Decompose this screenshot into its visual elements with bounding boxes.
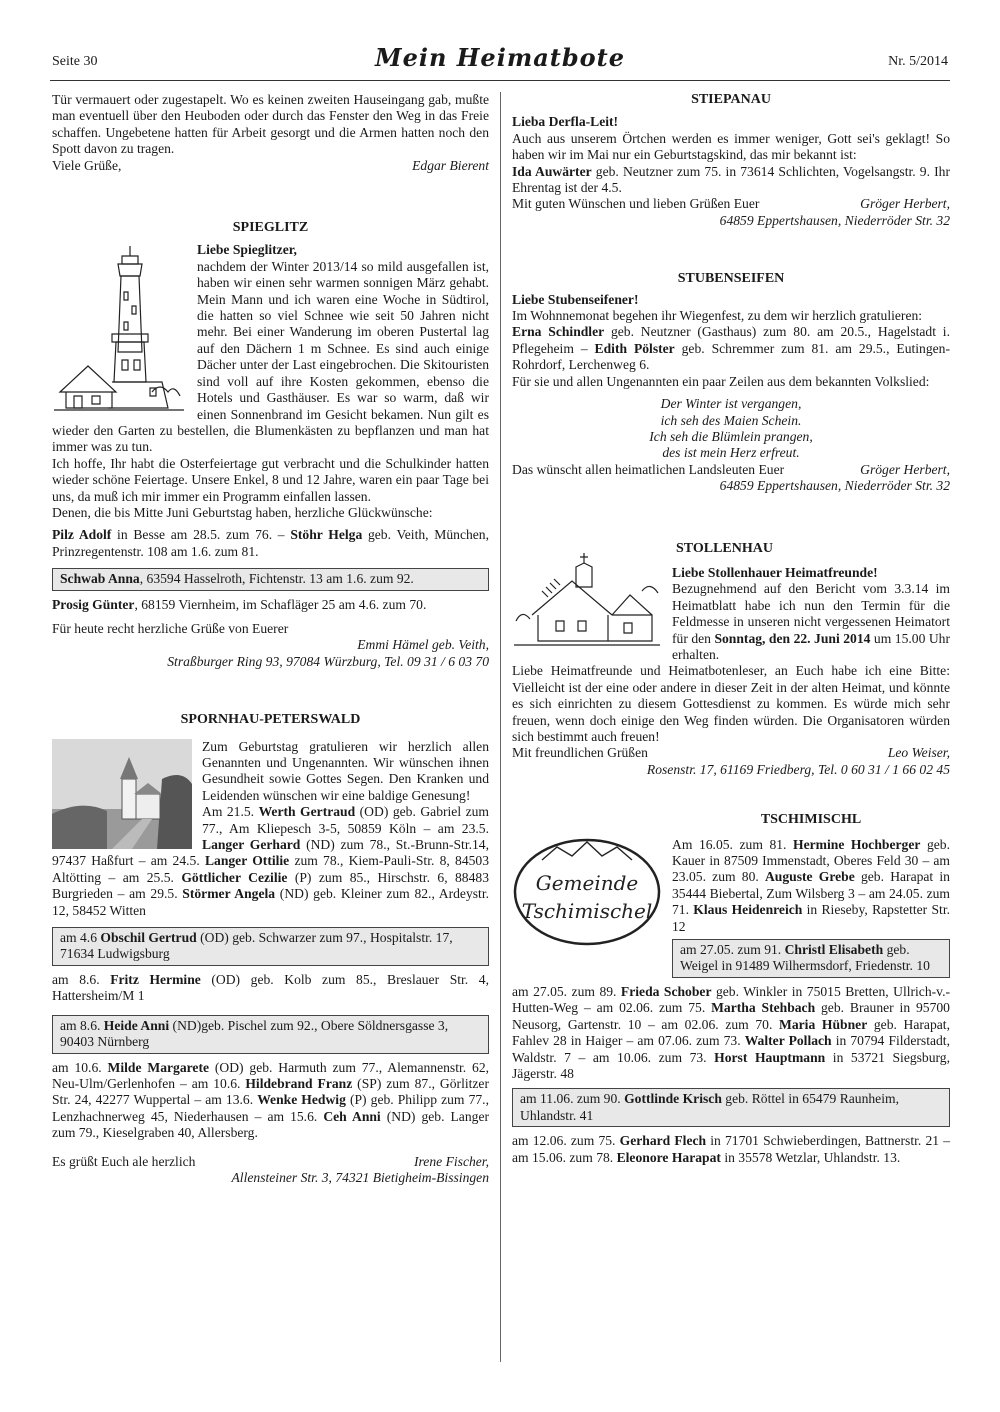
- person-name: Eleonore Harapat: [616, 1149, 721, 1165]
- poem-line-2: ich seh des Maien Schein.: [660, 412, 802, 428]
- entry-text: in 35578 Wetzlar, Uhlandstr. 13.: [720, 1149, 901, 1165]
- issue-number: Nr. 5/2014: [888, 54, 948, 69]
- person-name: Wenke Hedwig: [257, 1092, 346, 1108]
- section-title-tschimischl: TSCHIMISCHL: [760, 812, 862, 828]
- highlight-box: [672, 939, 950, 978]
- entry-text: Bezugnehmend auf den Bericht vom 3.3.14 im Heimatblatt habe ich nun den Termin für die Feldmesse in unseren nicht vergessenen Heimatort für den: [672, 581, 950, 646]
- tschimischl-stamp: [512, 812, 672, 978]
- entry-text: um 15.00 Uhr erhalten.: [672, 630, 950, 662]
- entry-text: geb. Röttel in 65479 Raunheim, Uhlandstr. 41: [520, 1091, 899, 1123]
- person-name: Obschil Gertrud: [100, 930, 197, 946]
- spornhau-entry-fritz: [52, 972, 489, 1005]
- entry-text: (P) zum 85., Hirschstr. 6, 88483 Burgrieden – am 29.5.: [52, 869, 489, 902]
- entry-text: in Rieseby, Rapstetter Str. 12: [672, 902, 951, 934]
- intro-text: Tür vermauert oder zugestapelt. Wo es keinen zweiten Hauseingang gab, mußte man eventuell über den Heuboden oder durch das Fenster den Weg in das Freie schaffen. Ungebetene hatten für Arbeit gesorgt und die Armen hatten noch den Spott davon zu tragen.: [52, 92, 489, 157]
- stubenseifen-body: Im Wohnnemonat begehen ihr Wiegenfest, zu dem wir herzlich gratulieren:: [512, 308, 923, 324]
- column-divider: [500, 92, 501, 1362]
- entry-text: geb. Neutzner (Gasthaus) zum 80. am 20.5., Hagelstadt i. Pflegeheim –: [512, 324, 950, 356]
- entry-text: am 4.6: [60, 930, 101, 946]
- entry-text: Am 16.05. zum 81.: [672, 836, 794, 852]
- highlight-box: [512, 1088, 950, 1127]
- person-name: Gottlinde Krisch: [624, 1091, 722, 1107]
- person-name: Langer Ottilie: [204, 853, 290, 869]
- entry-text: geb. Veith, München, Prinzregentenstr. 108 am 1.6. zum 81.: [52, 527, 489, 559]
- stubenseifen-sig-name: Gröger Herbert,: [860, 461, 950, 477]
- tschimischl-entries-3: [512, 1133, 950, 1166]
- stollenhau-p2: Liebe Heimatfreunde und Heimatbotenleser, an Euch habe ich eine Bitte: Vielleicht ist der eine oder andere in dieser Zeit in der alten Heimat, und könnte es sich einrichten zu diesem Gottesdienst zu kommen. Es würde mich sehr freuen, wenn doch einige den Weg finden würden. Die Organisatoren würden sich bestimmt auch freuen!: [512, 663, 950, 744]
- tschimischl-entries-1: [672, 837, 950, 935]
- entry-text: in Besse am 28.5. zum 76. –: [111, 527, 291, 543]
- entry-text: geb. Weigel in 91489 Wilhermsdorf, Friedenstr. 10: [680, 942, 930, 974]
- spieglitz-p3: Denen, die bis Mitte Juni Geburtstag haben, herzliche Glückwünsche:: [52, 504, 433, 520]
- entry-text: (SP) zum 87., Görlitzer Str. 24, 42277 Wuppertal – am 13.6.: [52, 1075, 489, 1108]
- spornhau-entries-2: [52, 1060, 489, 1142]
- stubenseifen-sig-address: 64859 Eppertshausen, Niederröder Str. 32: [719, 478, 950, 494]
- left-column: [52, 92, 489, 1186]
- stollenhau-header: [512, 541, 950, 664]
- entry-text: am 27.05. zum 91.: [680, 942, 785, 958]
- highlight-box: [52, 1015, 489, 1054]
- entry-text: geb. Kauer in 87509 Immenstadt, Oberes Feld 30 – am 23.05. zum 80.: [672, 836, 950, 885]
- person-name: Auguste Grebe: [764, 869, 855, 885]
- spornhau-sig-address: Allensteiner Str. 3, 74321 Bietigheim-Bissingen: [231, 1169, 489, 1185]
- tower-illustration: [52, 242, 187, 414]
- poem-line-3: Ich seh die Blümlein prangen,: [649, 428, 813, 444]
- stollenhau-closing: Mit freundlichen Grüßen: [512, 745, 648, 761]
- person-name: Klaus Heidenreich: [693, 902, 803, 918]
- person-name: Störmer Angela: [182, 886, 276, 902]
- spieglitz-body: nachdem der Winter 2013/14 so mild ausgefallen ist, haben wir einen sehr warmen sonnigen März gehabt. Mein Mann und ich waren eine Woche in Südtirol, die hatten so viel Schnee wie seit 50 Jahren nicht mehr. Bei einer Wanderung im oberen Pustertal lag auf den Dächern 1 m Schnee. Es sind auch einige Dächer unter der Last eingebrochen. Die Skitouristen sind voll auf ihre Kosten gekommen, ebenso die Hotels und Gasthäuser. Es war so warm, daß wir einen Sonnenbrand im Gesicht bekamen. Nun gilt es wieder den Garten zu bestellen, die Blumenkästen zu bepflanzen und man hat immer was zu tun.: [52, 258, 489, 455]
- section-title-spornhau: SPORNHAU-PETERSWALD: [180, 712, 361, 728]
- stubenseifen-signoff: [512, 462, 950, 478]
- entry-text: (OD) geb. Gabriel zum 77., Am Kliepesch 3-5, 50859 Köln – am 23.5.: [202, 804, 490, 836]
- entry-text: (ND)geb. Pischel zum 92., Obere Söldnersgasse 3, 90403 Nürnberg: [60, 1017, 449, 1050]
- poem-line-4: des ist mein Herz erfreut.: [662, 445, 800, 461]
- person-name: Werth Gertraud: [258, 804, 356, 820]
- stubenseifen-closing: Das wünscht allen heimatlichen Landsleuten Euer: [512, 461, 785, 477]
- stamp-word-1: Gemeinde: [535, 871, 639, 896]
- person-name: Pilz Adolf: [52, 527, 112, 543]
- stiepanau-salutation: Lieba Derfla-Leit!: [512, 114, 619, 130]
- stiepanau-signoff: [512, 196, 950, 212]
- entry-text: am 10.6.: [52, 1059, 108, 1075]
- intro-greeting: Viele Grüße,: [52, 157, 122, 173]
- section-title-stubenseifen: STUBENSEIFEN: [677, 271, 785, 287]
- entry-text: (ND) zum 78., St.-Brunn-Str.14, 97437 Haßfurt – am 24.5.: [52, 837, 489, 869]
- spornhau-closing: Es grüßt Euch ale herzlich: [52, 1153, 196, 1169]
- person-name: Frieda Schober: [620, 983, 712, 999]
- spornhau-intro: Zum Geburtstag gratulieren wir herzlich allen Genannten und Ungenannten. Wir wünschen ihnen Gesundheit sowie Gottes Segen. Den Kranken und Leidenden wünschen wir eine baldige Genesung!: [202, 738, 489, 803]
- person-name: Fritz Hermine: [110, 971, 201, 987]
- highlight-box: [52, 927, 489, 966]
- stamp-icon: [512, 832, 662, 947]
- tower-icon: [52, 242, 187, 414]
- stiepanau-sig-address: 64859 Eppertshausen, Niederröder Str. 32: [719, 212, 950, 228]
- intro-author: Edgar Bierent: [412, 157, 489, 173]
- masthead-title: Mein Heimatbote: [375, 43, 625, 72]
- entry-text: am 8.6.: [52, 971, 111, 987]
- event-date: Sonntag, den 22. Juni 2014: [714, 630, 871, 646]
- spieglitz-sig-address: Straßburger Ring 93, 97084 Würzburg, Tel. 09 31 / 6 03 70: [167, 653, 489, 669]
- stiepanau-closing: Mit guten Wünschen und lieben Grüßen Euer: [512, 196, 760, 212]
- spieglitz-entries: [52, 527, 489, 560]
- entry-text: , 68159 Viernheim, im Schafläger 25 am 4.6. zum 70.: [134, 596, 427, 612]
- person-name: Hermine Hochberger: [793, 836, 921, 852]
- entry-text: geb. Schremmer zum 81. am 29.5., Eutingen-Rohrdorf, Lerchenweg 6.: [512, 340, 950, 373]
- chapel-icon: [512, 551, 662, 651]
- person-name: Gerhard Flech: [619, 1133, 707, 1149]
- spieglitz-p2: Ich hoffe, Ihr habt die Osterfeiertage gut verbracht und die Schulkinder hatten wieder schöne Feiertage. Unsere Enkel, 8 und 12 Jahre, waren ein paar Tage bei uns, da muß ich mir immer ein Programm einfallen lassen.: [52, 455, 489, 504]
- person-name: Walter Pollach: [744, 1033, 832, 1049]
- person-name: Langer Gerhard: [202, 837, 301, 853]
- person-name: Stöhr Helga: [290, 527, 363, 543]
- stiepanau-entry: [512, 164, 950, 197]
- stubenseifen-p2: Für sie und allen Ungenannten ein paar Zeilen aus dem bekannten Volkslied:: [512, 373, 930, 389]
- stiepanau-sig-name: Gröger Herbert,: [860, 196, 950, 212]
- stollenhau-body: [672, 581, 950, 663]
- spieglitz-entry-3: [52, 597, 489, 613]
- entry-text: (ND) geb. Langer zum 79., Kieselgraben 40, Allersberg.: [52, 1108, 489, 1141]
- stiepanau-body: Auch aus unserem Örtchen werden es immer weniger, Gott sei's geklagt! So haben wir im Mai nur ein Geburtstagskind, das mir bekannt ist:: [512, 130, 950, 163]
- spieglitz-closing: Für heute recht herzliche Grüße von Euerer: [52, 620, 289, 636]
- person-name: Milde Margarete: [107, 1059, 210, 1075]
- highlight-box: [52, 568, 489, 590]
- stollenhau-sig-address: Rosenstr. 17, 61169 Friedberg, Tel. 0 60 31 / 1 66 02 45: [646, 761, 950, 777]
- entry-text: Am 21.5.: [202, 804, 259, 820]
- entry-text: geb. Harapat, Fahlev 28 in Haiger – am 07.06. zum 73.: [512, 1016, 950, 1049]
- entry-text: zum 78., Kiem-Pauli-Str. 8, 84503 Altötting – am 25.5.: [52, 853, 490, 885]
- person-name: Erna Schindler: [512, 324, 605, 340]
- person-name: Martha Stehbach: [711, 1000, 816, 1016]
- person-name: Hildebrand Franz: [245, 1075, 353, 1091]
- person-name: Ceh Anni: [323, 1108, 381, 1124]
- person-name: Maria Hübner: [779, 1016, 868, 1032]
- entry-text: am 12.06. zum 75.: [512, 1133, 620, 1149]
- tschimischl-header: [512, 812, 950, 978]
- stamp-word-2: Tschimischel: [521, 899, 653, 924]
- tschimischl-text-block: [672, 812, 950, 978]
- entry-text: (P) geb. Philipp zum 77., Lenzhachnerweg 45, Niederhausen – am 15.6.: [52, 1092, 489, 1124]
- person-name: Göttlicher Cezilie: [181, 869, 288, 885]
- section-title-stollenhau: STOLLENHAU: [676, 540, 773, 556]
- church-photo: [52, 739, 192, 849]
- entry-text: geb. Neutzner zum 75. in 73614 Schlichten, Vogelsangstr. 9. Ihr Ehrentag ist der 4.5.: [512, 163, 950, 196]
- spieglitz-sig-name: Emmi Hämel geb. Veith,: [357, 637, 489, 653]
- entry-text: geb. Brauner in 95700 Neusorg, Gartenstr. 10 – am 02.06. zum 70.: [512, 1000, 950, 1032]
- entry-text: in 70794 Filderstadt, Waldstr. 7 – am 10.06. zum 73.: [512, 1033, 950, 1065]
- right-column: [512, 92, 950, 1166]
- section-title-stiepanau: STIEPANAU: [691, 92, 771, 107]
- intro-signoff: [52, 158, 489, 174]
- spornhau-sig-name: Irene Fischer,: [414, 1153, 489, 1169]
- person-name: Ida Auwärter: [512, 163, 592, 179]
- entry-text: in 53721 Siegsburg, Jägerstr. 48: [512, 1049, 951, 1081]
- entry-text: in 71701 Schwieberdingen, Battnerstr. 21 – am 15.06. zum 78.: [512, 1133, 951, 1165]
- spornhau-signoff: [52, 1154, 489, 1170]
- entry-text: (OD) geb. Schwarzer zum 97., Hospitalstr. 17, 71634 Ludwigsburg: [60, 930, 453, 962]
- entry-text: am 8.6.: [60, 1017, 104, 1033]
- person-name: Prosig Günter: [52, 596, 135, 612]
- person-name: Schwab Anna: [60, 571, 140, 587]
- stollenhau-sig-name: Leo Weiser,: [887, 745, 950, 761]
- person-name: Christl Elisabeth: [784, 942, 884, 958]
- poem-line-1: Der Winter ist vergangen,: [660, 396, 802, 412]
- entry-text: geb. Harapat in 35444 Biebertal, Zum Wilsberg 3 – am 24.05. zum 71.: [672, 869, 950, 918]
- entry-text: geb. Winkler in 75015 Bretten, Ullrich-v.-Hutten-Weg – am 02.06. zum 75.: [512, 983, 950, 1016]
- entry-text: (OD) geb. Kolb zum 85., Breslauer Str. 4, Hattersheim/M 1: [52, 971, 489, 1004]
- stubenseifen-salutation: Liebe Stubenseifener!: [512, 291, 639, 307]
- entry-text: , 63594 Hasselroth, Fichtenstr. 13 am 1.6. zum 92.: [139, 571, 414, 587]
- chapel-illustration: [512, 541, 672, 664]
- stollenhau-salutation: Liebe Stollenhauer Heimatfreunde!: [672, 564, 878, 580]
- stollenhau-text-block: [672, 541, 950, 664]
- spieglitz-salutation: Liebe Spieglitzer,: [197, 242, 297, 258]
- entry-text: (ND) geb. Kleiner zum 82., Ardeystr. 12, 58452 Witten: [52, 886, 490, 918]
- church-photo-icon: [52, 739, 192, 849]
- entry-text: (OD) geb. Harmuth zum 77., Alemannenstr. 62, Neu-Ulm/Gerlenhofen – am 10.6.: [52, 1059, 490, 1091]
- header-rule: [50, 80, 950, 81]
- section-title-spieglitz: SPIEGLITZ: [232, 220, 309, 236]
- entry-text: am 27.05. zum 89.: [512, 983, 621, 999]
- page-header: [0, 43, 1000, 78]
- stollenhau-signoff: [512, 745, 950, 761]
- tschimischl-entries-2: [512, 984, 950, 1082]
- page-number: Seite 30: [52, 54, 98, 69]
- entry-text: am 11.06. zum 90.: [520, 1091, 625, 1107]
- person-name: Edith Pölster: [594, 340, 675, 356]
- stubenseifen-entries: [512, 324, 950, 373]
- person-name: Horst Hauptmann: [714, 1049, 826, 1065]
- person-name: Heide Anni: [103, 1017, 170, 1033]
